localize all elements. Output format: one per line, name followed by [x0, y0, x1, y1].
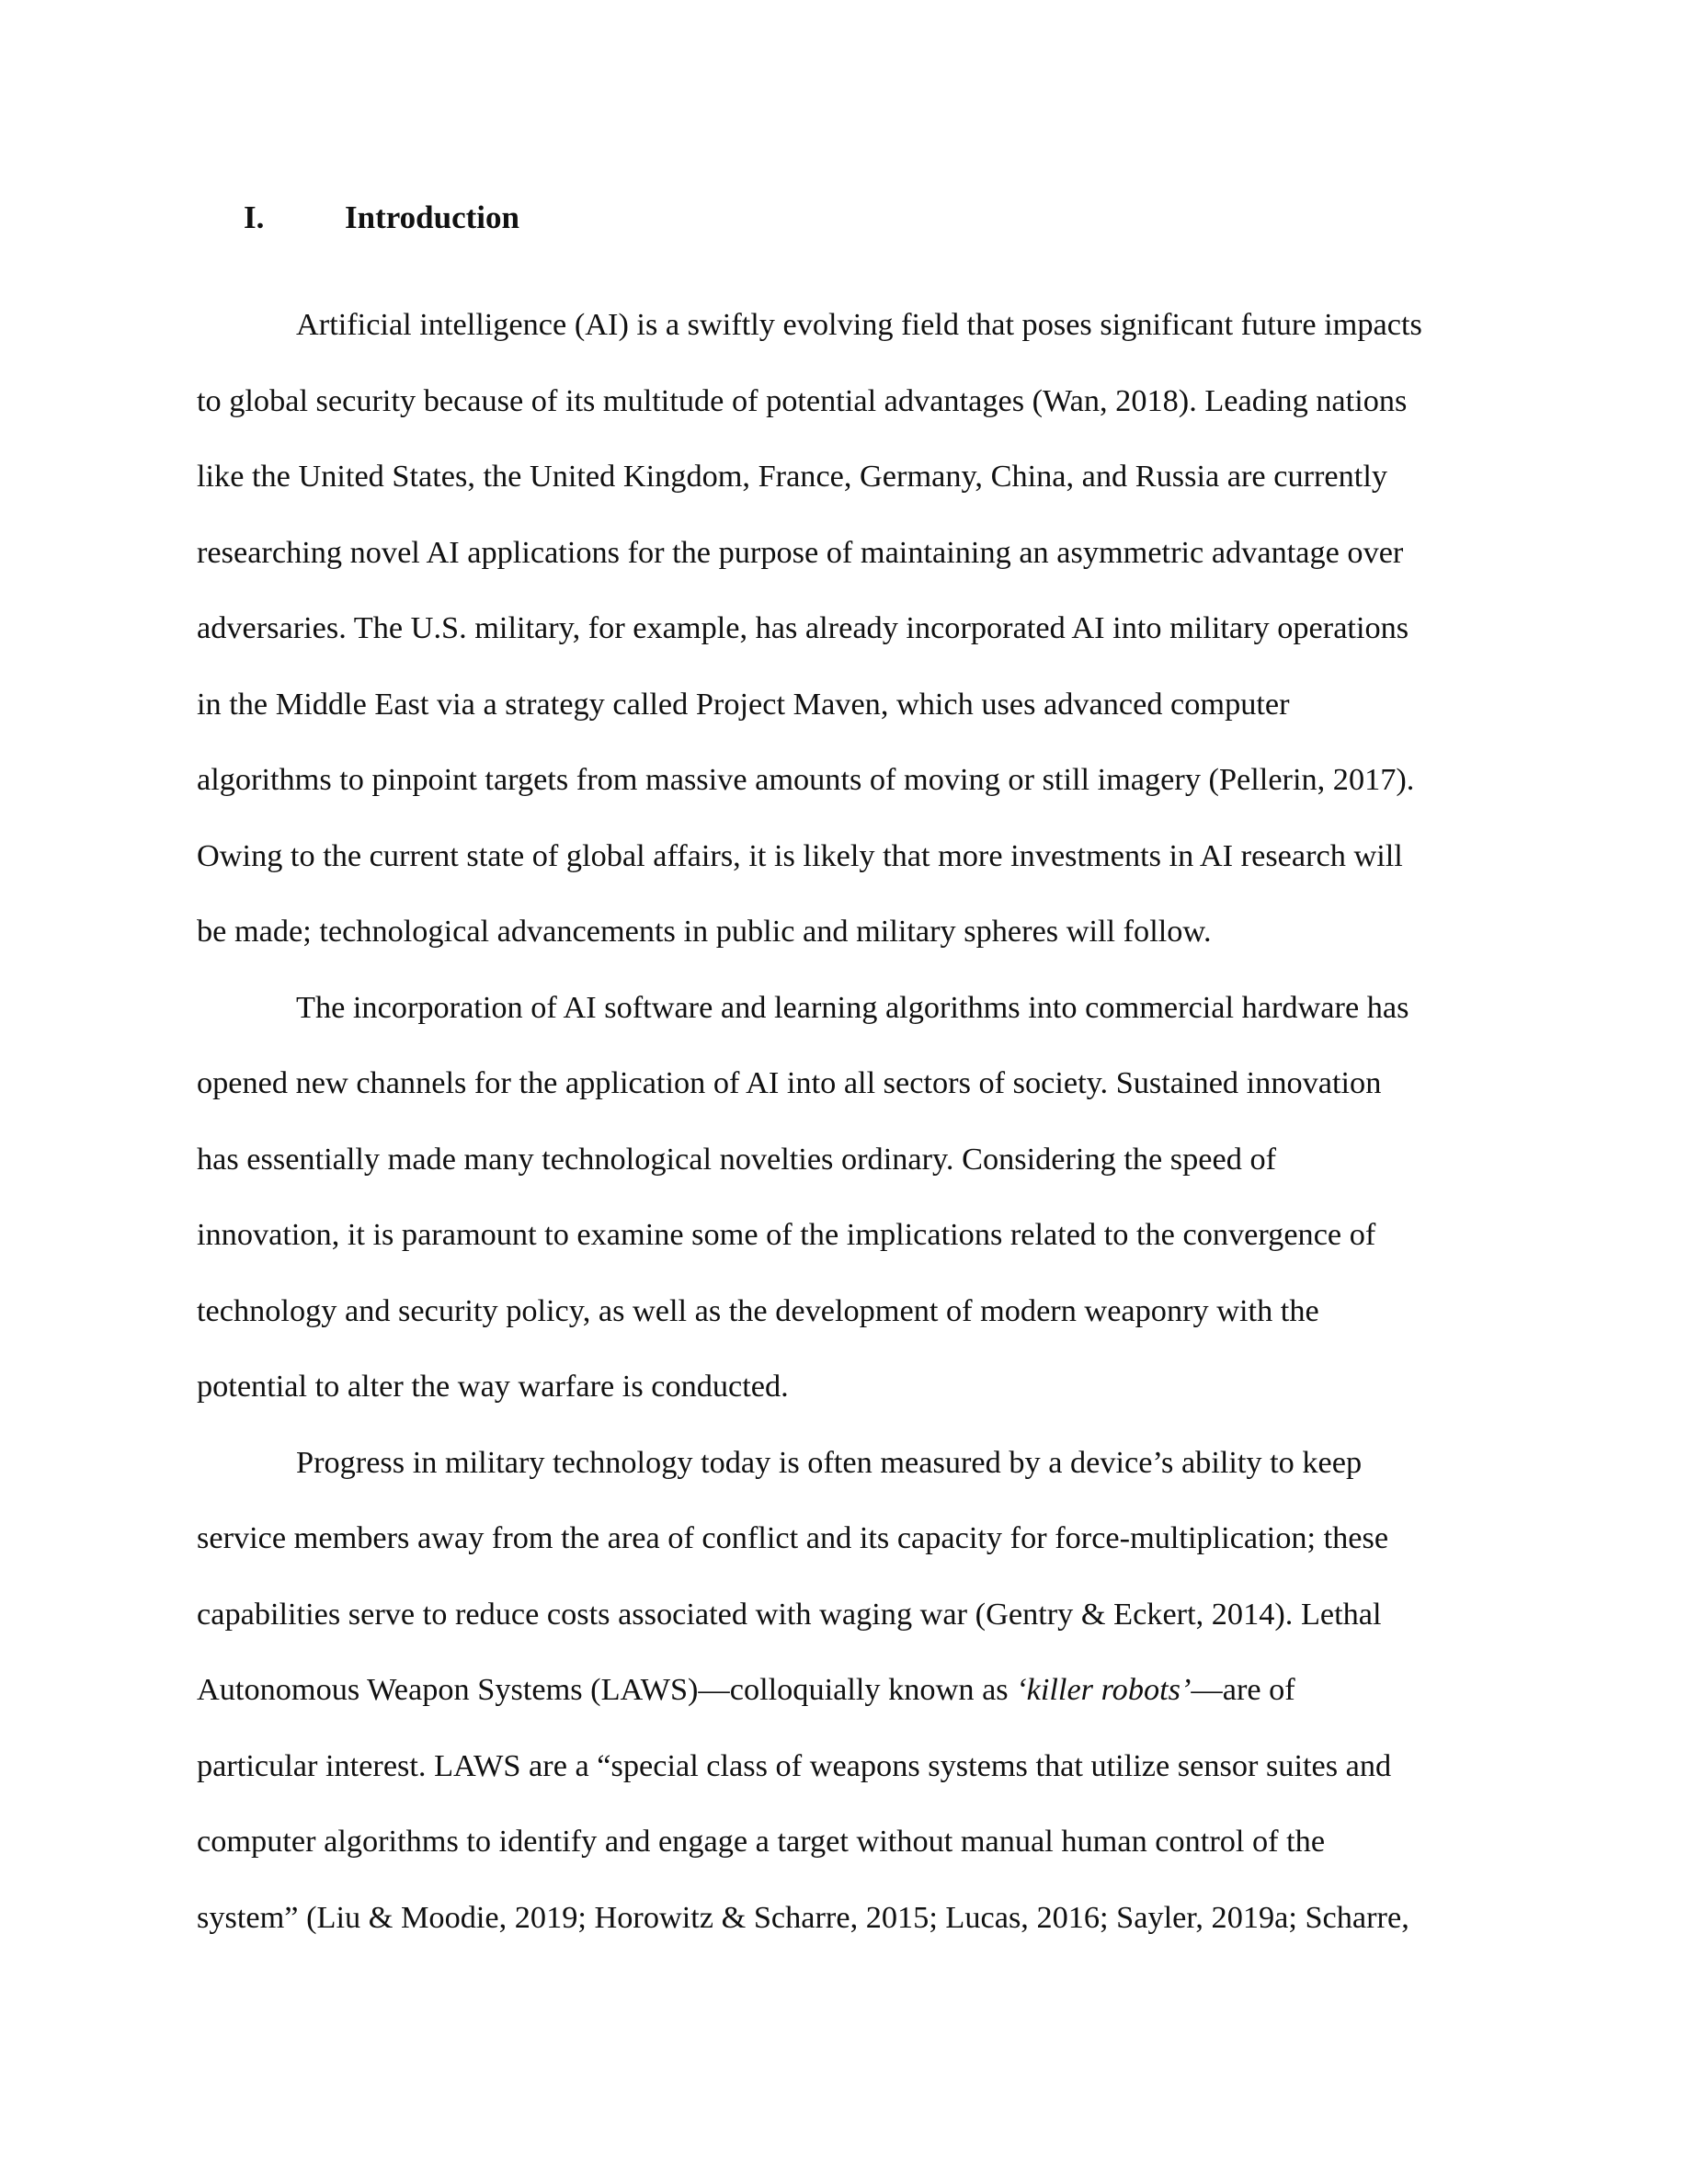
- text-run: —are of: [1191, 1672, 1295, 1707]
- paragraph-line: to global security because of its multitude of potential advantages (Wan, 2018). Leading nations: [197, 382, 1408, 418]
- section-heading: [244, 194, 519, 242]
- paragraph-line: has essentially made many technological novelties ordinary. Considering the speed of: [197, 1141, 1277, 1177]
- paragraph-line: innovation, it is paramount to examine some of the implications related to the convergence of: [197, 1217, 1376, 1252]
- paragraph-line: be made; technological advancements in public and military spheres will follow.: [197, 914, 1212, 949]
- paragraph-line: like the United States, the United Kingdom, France, Germany, China, and Russia are currently: [197, 459, 1388, 494]
- body-text: [197, 287, 1488, 1955]
- section-number: I.: [244, 199, 265, 235]
- italic-term: ‘killer robots’: [1016, 1672, 1192, 1707]
- paragraph-line: computer algorithms to identify and engage a target without manual human control of the: [197, 1824, 1326, 1859]
- paragraph-line: adversaries. The U.S. military, for example, has already incorporated AI into military operations: [197, 610, 1409, 645]
- paragraph-line: service members away from the area of conflict and its capacity for force-multiplication; these: [197, 1520, 1389, 1555]
- paragraph-line: researching novel AI applications for the purpose of maintaining an asymmetric advantage over: [197, 534, 1404, 570]
- paragraph-line: system” (Liu & Moodie, 2019; Horowitz & Scharre, 2015; Lucas, 2016; Sayler, 2019a; Scharre,: [197, 1899, 1409, 1935]
- text-run: Autonomous Weapon Systems (LAWS)—colloquially known as: [197, 1672, 1017, 1707]
- paragraph-line: particular interest. LAWS are a “special class of weapons systems that utilize sensor suites and: [197, 1747, 1392, 1783]
- section-title: Introduction: [345, 199, 519, 235]
- paragraph-line: algorithms to pinpoint targets from massive amounts of moving or still imagery (Pellerin, 2017).: [197, 762, 1415, 797]
- paragraph-line: in the Middle East via a strategy called Project Maven, which uses advanced computer: [197, 686, 1290, 722]
- paragraph-line: opened new channels for the application of AI into all sectors of society. Sustained innovation: [197, 1065, 1382, 1100]
- paragraph-line: technology and security policy, as well as the development of modern weaponry with the: [197, 1292, 1319, 1328]
- paragraph-line: [197, 1652, 1488, 1728]
- paragraph-line: Progress in military technology today is often measured by a device’s ability to keep: [296, 1444, 1363, 1480]
- paragraph-line: Artificial intelligence (AI) is a swiftly evolving field that poses significant future impacts: [296, 307, 1422, 342]
- paragraph-line: The incorporation of AI software and learning algorithms into commercial hardware has: [296, 989, 1409, 1025]
- paragraph-line: potential to alter the way warfare is conducted.: [197, 1369, 789, 1404]
- paragraph-line: Owing to the current state of global affairs, it is likely that more investments in AI research will: [197, 837, 1403, 873]
- paragraph-line: capabilities serve to reduce costs associated with waging war (Gentry & Eckert, 2014). Lethal: [197, 1596, 1382, 1632]
